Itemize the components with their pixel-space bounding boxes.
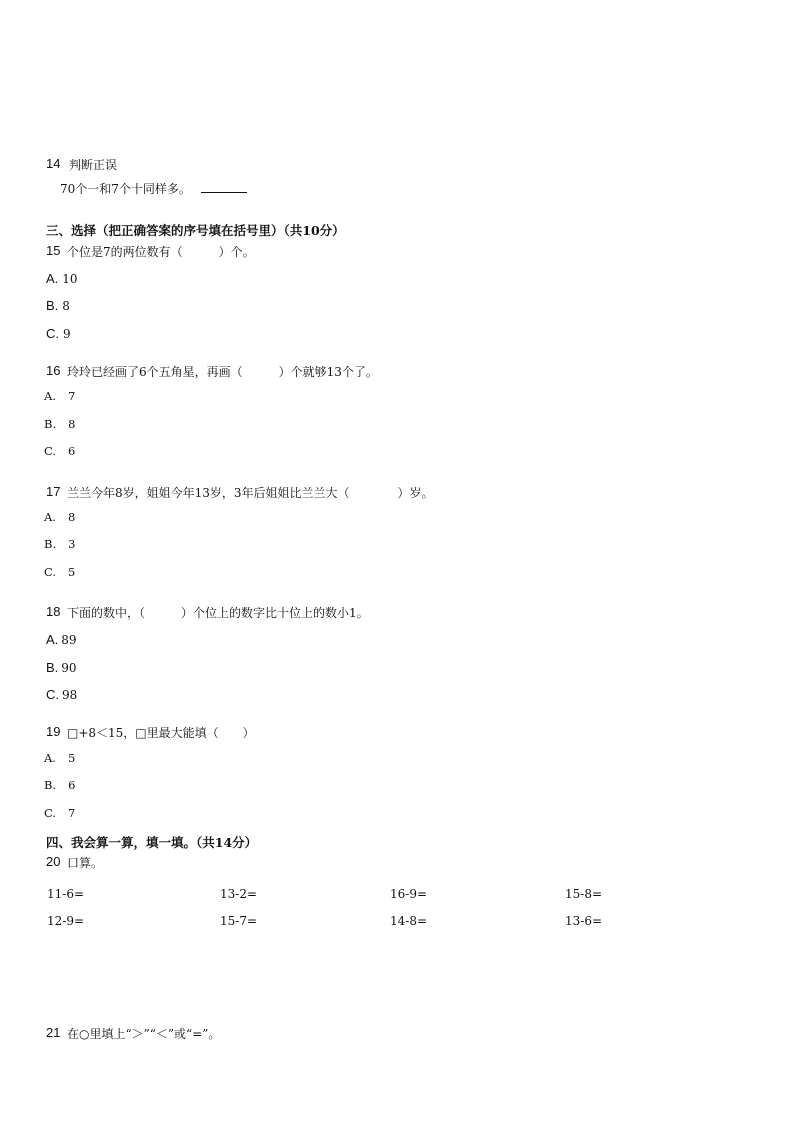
q18-number: 18 <box>46 604 61 619</box>
q17-option-b[interactable]: B. 3 <box>44 537 76 551</box>
section-3-heading: 三、选择（把正确答案的序号填在括号里）（共10分） <box>46 223 345 238</box>
q19-text: □+8＜15，□里最大能填（ ） <box>67 726 255 740</box>
q21-number: 21 <box>46 1025 61 1040</box>
q20-item[interactable]: 16-9= <box>390 887 428 901</box>
q16-option-c[interactable]: C. 6 <box>44 444 76 458</box>
q18-option-b[interactable]: B. 90 <box>46 660 77 675</box>
q15-option-c[interactable]: C. 9 <box>46 326 71 341</box>
q20-title: 口算。 <box>67 856 104 870</box>
q17-number: 17 <box>46 484 61 499</box>
q18-option-a[interactable]: A. 89 <box>46 632 77 647</box>
q15-text: 个位是7的两位数有（ ）个。 <box>67 245 255 259</box>
q18-option-c[interactable]: C. 98 <box>46 687 78 702</box>
q17-option-c[interactable]: C. 5 <box>44 565 76 579</box>
q19-option-b[interactable]: B. 6 <box>44 778 76 792</box>
q14-answer-blank[interactable] <box>201 180 247 193</box>
q15-option-b[interactable]: B. 8 <box>46 298 70 313</box>
q14-title: 判断正误 <box>69 158 118 172</box>
q20-item[interactable]: 14-8= <box>390 914 428 928</box>
q20-item[interactable]: 15-7= <box>220 914 258 928</box>
q17-option-a[interactable]: A. 8 <box>44 510 76 524</box>
q14-text: 70个一和7个十同样多。 <box>60 182 191 196</box>
q16-number: 16 <box>46 363 61 378</box>
q19-option-a[interactable]: A. 5 <box>44 751 76 765</box>
q18-text: 下面的数中，（ ）个位上的数字比十位上的数小1。 <box>67 606 369 620</box>
q16-option-b[interactable]: B. 8 <box>44 417 76 431</box>
q15-option-a[interactable]: A. 10 <box>46 271 78 286</box>
q21-text: 在○里填上“＞”“＜”或“=”。 <box>67 1027 221 1041</box>
q19-number: 19 <box>46 724 61 739</box>
q20-item[interactable]: 13-6= <box>565 914 603 928</box>
q17-text: 兰兰今年8岁，姐姐今年13岁，3年后姐姐比兰兰大（ ）岁。 <box>67 486 434 500</box>
section-4-heading: 四、我会算一算，填一填。（共14分） <box>46 835 258 850</box>
q20-item[interactable]: 11-6= <box>47 887 85 901</box>
q20-item[interactable]: 13-2= <box>220 887 258 901</box>
q14-statement <box>60 180 247 197</box>
q20-item[interactable]: 12-9= <box>47 914 85 928</box>
q20-number: 20 <box>46 854 61 869</box>
q16-option-a[interactable]: A. 7 <box>44 389 76 403</box>
q19-option-c[interactable]: C. 7 <box>44 806 76 820</box>
q20-item[interactable]: 15-8= <box>565 887 603 901</box>
q16-text: 玲玲已经画了6个五角星，再画（ ）个就够13个了。 <box>67 365 378 379</box>
q15-number: 15 <box>46 243 61 258</box>
q14-number: 14 <box>46 156 61 171</box>
